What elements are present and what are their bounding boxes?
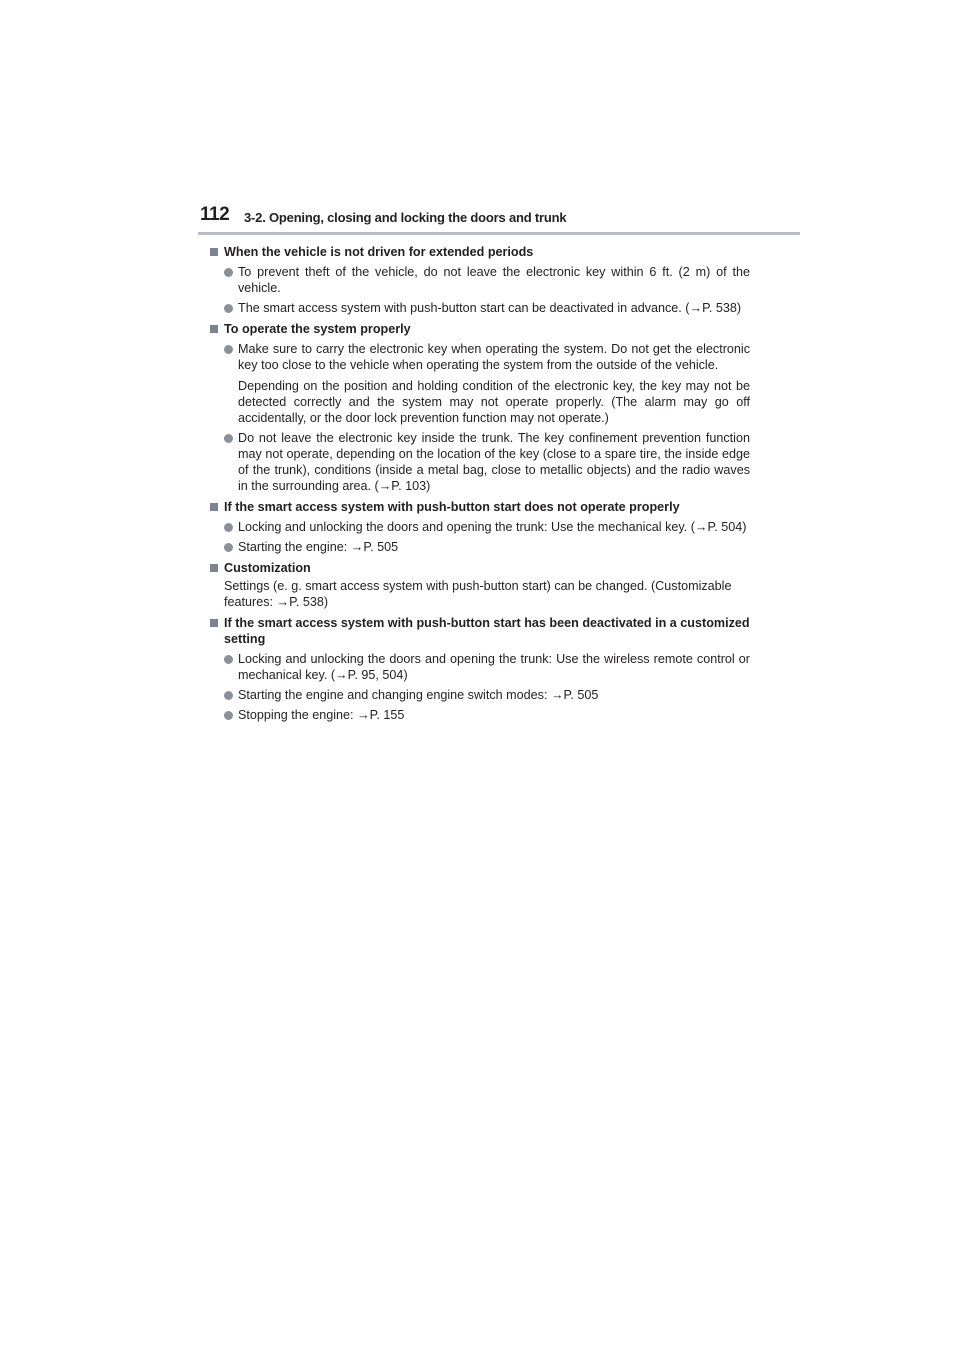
note-paragraph: Depending on the position and holding condition of the electronic key, the key may not be detected correctly and the system may not operate properly. (The alarm may go off accidentally, or the door lock prevention function may not operate.) (238, 379, 750, 425)
square-bullet-icon (210, 564, 218, 572)
list-item: Stopping the engine: →P. 155 (210, 707, 750, 723)
list-item: To prevent theft of the vehicle, do not leave the electronic key within 6 ft. (2 m) of the vehicle. (210, 264, 750, 296)
section-heading-operate-properly: To operate the system properly (210, 321, 750, 337)
section-heading-deactivated: If the smart access system with push-button start has been deactivated in a customized setting (210, 615, 750, 647)
round-bullet-icon (224, 268, 233, 277)
list-item: Locking and unlocking the doors and opening the trunk: Use the mechanical key. (→P. 504) (210, 519, 750, 535)
customization-text: Settings (e. g. smart access system with push-button start) can be changed. (Customizable features: →P. 538) (224, 579, 732, 609)
round-bullet-icon (224, 691, 233, 700)
round-bullet-icon (224, 523, 233, 532)
section-heading-extended-periods: When the vehicle is not driven for extended periods (210, 244, 750, 260)
round-bullet-icon (224, 543, 233, 552)
round-bullet-icon (224, 304, 233, 313)
page-content (210, 244, 750, 723)
square-bullet-icon (210, 248, 218, 256)
round-bullet-icon (224, 711, 233, 720)
list-item: Locking and unlocking the doors and opening the trunk: Use the wireless remote control or mechanical key. (→P. 95, 504) (210, 651, 750, 683)
round-bullet-icon (224, 434, 233, 443)
page-number: 112 (200, 204, 230, 225)
header-divider (198, 232, 800, 235)
list-item: Starting the engine: →P. 505 (210, 539, 750, 555)
round-bullet-icon (224, 345, 233, 354)
list-item: Make sure to carry the electronic key when operating the system. Do not get the electronic key too close to the vehicle when operating the system from the outside of the vehicle. (210, 341, 750, 373)
section-heading-customization: Customization (210, 560, 750, 576)
page-header (198, 204, 800, 236)
list-item: Starting the engine and changing engine switch modes: →P. 505 (210, 687, 750, 703)
list-item: Do not leave the electronic key inside the trunk. The key confinement prevention function may not operate, depending on the location of the key (close to a spare tire, the inside edge of the trunk), conditions (inside a metal bag, close to metallic objects) and the radio waves in the surrounding area. (→P. 103) (210, 430, 750, 494)
section-title: 3-2. Opening, closing and locking the doors and trunk (244, 210, 567, 225)
round-bullet-icon (224, 655, 233, 664)
section-heading-not-operate-properly: If the smart access system with push-button start does not operate properly (210, 499, 750, 515)
list-item: The smart access system with push-button start can be deactivated in advance. (→P. 538) (210, 300, 750, 316)
square-bullet-icon (210, 619, 218, 627)
square-bullet-icon (210, 503, 218, 511)
square-bullet-icon (210, 325, 218, 333)
